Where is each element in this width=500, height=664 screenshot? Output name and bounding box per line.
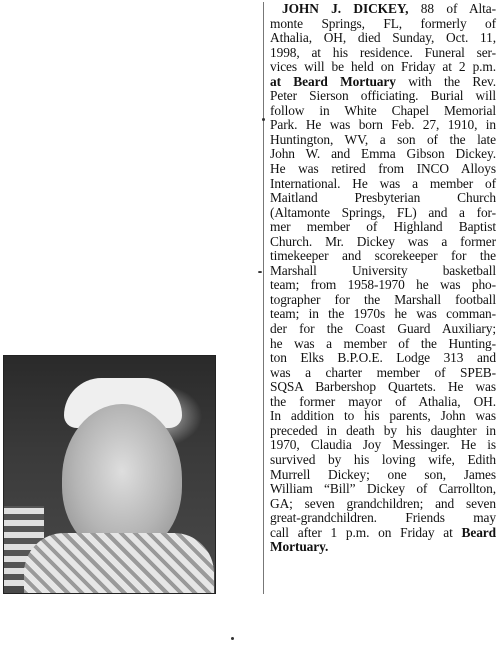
obituary-line: der for the Coast Guard Auxiliary; — [270, 321, 496, 337]
obituary-line: team; in the 1970s he was comman- — [270, 306, 496, 322]
obituary-line — [270, 540, 496, 555]
obituary-line: Murrell Dickey; one son, James — [270, 466, 496, 482]
obituary-line: team; from 1958-1970 he was pho- — [270, 277, 496, 293]
portrait-shirt — [24, 533, 214, 594]
obituary-line: tographer for the Marshall football — [270, 291, 496, 307]
portrait-photo — [3, 355, 216, 594]
obituary-line: (Altamonte Springs, FL) and a for- — [270, 204, 496, 220]
obituary-line: Park. He was born Feb. 27, 1910, in — [270, 117, 496, 133]
obituary-line: International. He was a member of — [270, 175, 496, 191]
obituary-line: ton Elks B.P.O.E. Lodge 313 and — [270, 350, 496, 366]
obituary-line: was a charter member of SPEB- — [270, 364, 496, 380]
deceased-name: JOHN J. DICKEY, — [282, 1, 409, 16]
funeral-home: at Beard Mortuary — [270, 73, 396, 89]
obituary-line: follow in White Chapel Memorial — [270, 102, 496, 118]
obituary-line: mer member of Highland Baptist — [270, 219, 496, 235]
print-speck — [258, 271, 262, 273]
obituary-line: 1998, at his residence. Funeral ser- — [270, 44, 496, 60]
obituary-line: Athalia, OH, died Sunday, Oct. 11, — [270, 30, 496, 46]
column-divider — [263, 2, 264, 594]
obituary-line: the former mayor of Athalia, OH. — [270, 393, 496, 409]
obituary-line: timekeeper and scorekeeper for the — [270, 248, 496, 264]
funeral-home: Mortuary. — [270, 539, 329, 555]
print-speck — [231, 637, 234, 640]
obituary-line: GA; seven grandchildren; and seven — [270, 495, 496, 511]
obituary-line: SQSA Barbershop Quartets. He was — [270, 379, 496, 395]
obituary-line: JOHN J. DICKEY, 88 of Alta- — [282, 1, 496, 16]
funeral-home: Beard — [461, 524, 496, 540]
obituary-line: Church. Mr. Dickey was a former — [270, 233, 496, 249]
obituary-line: monte Springs, FL, formerly of — [270, 15, 496, 31]
obituary-line: 1970, Claudia Joy Messinger. He is — [270, 437, 496, 453]
obituary-line: he was a member of the Hunting- — [270, 335, 496, 351]
obituary-line: Peter Sierson officiating. Burial will — [270, 88, 496, 104]
obituary-line: preceded in death by his daughter in — [270, 422, 496, 438]
obituary-line: at Beard Mortuary with the Rev. — [270, 73, 497, 89]
obituary-line: John W. and Emma Gibson Dickey. — [270, 146, 496, 162]
obituary-line: Huntington, WV, a son of the late — [270, 131, 496, 147]
obituary-line: call after 1 p.m. on Friday at Beard — [270, 524, 496, 540]
obituary-line: Marshall University basketball — [270, 262, 496, 278]
obituary-line: survived by his loving wife, Edith — [270, 451, 496, 467]
obituary-text — [270, 2, 496, 555]
obituary-line: In addition to his parents, John was — [270, 408, 496, 424]
obituary-line: William “Bill” Dickey of Carrollton, — [270, 481, 496, 497]
obituary-line: vices will be held on Friday at 2 p.m. — [270, 59, 496, 75]
obituary-line: great-grandchildren. Friends may — [270, 510, 496, 526]
print-speck — [262, 118, 265, 121]
portrait-face — [62, 404, 182, 554]
obituary-line: He was retired from INCO Alloys — [270, 161, 496, 177]
obituary-line: Maitland Presbyterian Church — [270, 190, 496, 206]
